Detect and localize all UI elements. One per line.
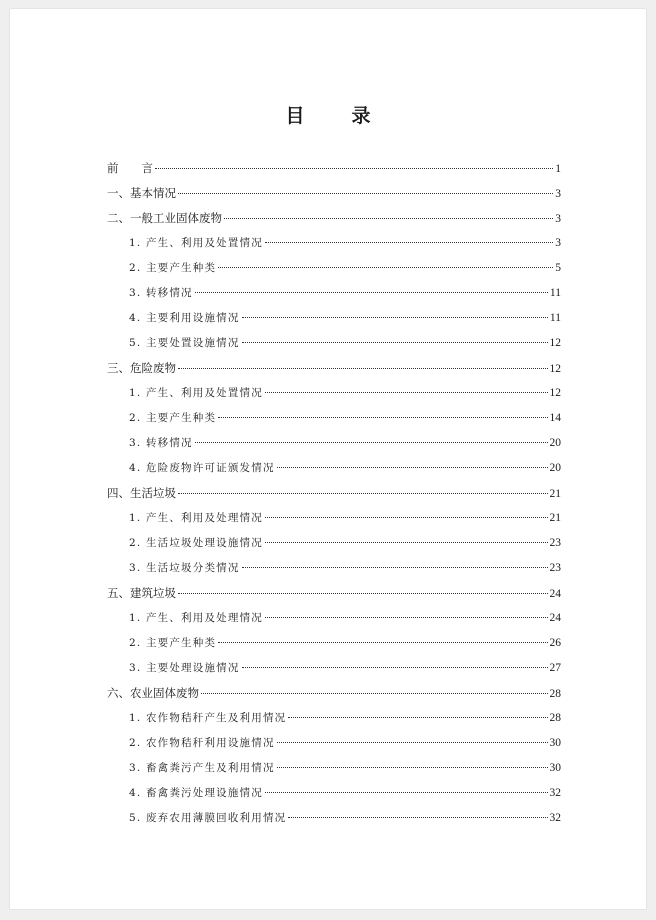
toc-entry-page: 11 (549, 312, 561, 324)
dot-leader (178, 368, 548, 369)
toc-entry-label: 1. 产生、利用及处理情况 (129, 612, 263, 624)
toc-entry-page: 1 (555, 163, 561, 175)
toc-entry-label: 二、一般工业固体废物 (107, 211, 222, 225)
dot-leader (265, 617, 548, 618)
toc-subentry[interactable] (107, 406, 561, 431)
toc-entry-page: 23 (549, 562, 561, 574)
toc-entry-label: 一、基本情况 (107, 186, 176, 200)
toc-entry[interactable] (107, 681, 561, 706)
toc-entry-page: 21 (549, 488, 561, 500)
toc-subentry[interactable] (107, 231, 561, 256)
toc-entry-page: 3 (555, 237, 561, 249)
toc-subentry[interactable] (107, 731, 561, 756)
toc-entry-page: 24 (549, 588, 561, 600)
dot-leader (277, 467, 548, 468)
toc-entry-label: 4. 危险废物许可证颁发情况 (129, 462, 275, 474)
toc-subentry[interactable] (107, 781, 561, 806)
dot-leader (277, 742, 548, 743)
dot-leader (218, 267, 553, 268)
dot-leader (178, 593, 548, 594)
toc-entry-page: 3 (555, 188, 561, 200)
toc-entry[interactable] (107, 156, 561, 181)
toc-entry-label: 3. 转移情况 (129, 437, 193, 449)
toc-subentry[interactable] (107, 756, 561, 781)
toc-entry-label: 4. 主要利用设施情况 (129, 312, 240, 324)
document-page (10, 9, 646, 909)
dot-leader (195, 442, 548, 443)
toc-entry-page: 32 (549, 787, 561, 799)
toc-entry-label: 4. 畜禽粪污处理设施情况 (129, 787, 263, 799)
toc-entry-label: 1. 产生、利用及处置情况 (129, 387, 263, 399)
dot-leader (265, 242, 553, 243)
toc-entry-page: 21 (549, 512, 561, 524)
dot-leader (242, 317, 548, 318)
dot-leader (224, 218, 553, 219)
toc-entry[interactable] (107, 356, 561, 381)
toc-entry-page: 30 (549, 737, 561, 749)
toc-entry-label: 3. 主要处理设施情况 (129, 662, 240, 674)
toc-entry-page: 20 (549, 462, 561, 474)
dot-leader (218, 642, 547, 643)
toc-entry-page: 14 (549, 412, 561, 424)
toc-entry-label: 2. 农作物秸秆利用设施情况 (129, 737, 275, 749)
dot-leader (265, 392, 548, 393)
toc-subentry[interactable] (107, 656, 561, 681)
dot-leader (265, 517, 548, 518)
toc-entry[interactable] (107, 206, 561, 231)
toc-entry-label: 六、农业固体废物 (107, 686, 199, 700)
toc-subentry[interactable] (107, 606, 561, 631)
toc-entry-label: 3. 生活垃圾分类情况 (129, 562, 240, 574)
toc-entry-label: 1. 农作物秸秆产生及利用情况 (129, 712, 287, 724)
toc-entry-label: 2. 生活垃圾处理设施情况 (129, 537, 263, 549)
toc-subentry[interactable] (107, 306, 561, 331)
toc-entry-label: 前 言 (107, 161, 153, 175)
toc-entry-label: 三、危险废物 (107, 361, 176, 375)
toc-entry-page: 20 (549, 437, 561, 449)
toc-entry-label: 3. 畜禽粪污产生及利用情况 (129, 762, 275, 774)
dot-leader (265, 542, 548, 543)
toc-entry-page: 27 (549, 662, 561, 674)
toc-entry-page: 32 (549, 812, 561, 824)
dot-leader (242, 667, 548, 668)
toc-subentry[interactable] (107, 706, 561, 731)
toc-entry-page: 24 (549, 612, 561, 624)
dot-leader (288, 717, 547, 718)
toc-entry-page: 28 (549, 688, 561, 700)
toc-subentry[interactable] (107, 431, 561, 456)
toc-entry-label: 2. 主要产生种类 (129, 637, 217, 649)
toc-entry-page: 5 (555, 262, 561, 274)
toc-subentry[interactable] (107, 531, 561, 556)
toc-subentry[interactable] (107, 281, 561, 306)
toc-entry-page: 12 (549, 387, 561, 399)
toc-entry-label: 3. 转移情况 (129, 287, 193, 299)
toc-entry-page: 11 (549, 287, 561, 299)
toc-entry-page: 30 (549, 762, 561, 774)
toc-entry-page: 28 (549, 712, 561, 724)
toc-entry[interactable] (107, 481, 561, 506)
dot-leader (155, 168, 553, 169)
toc-subentry[interactable] (107, 456, 561, 481)
dot-leader (265, 792, 548, 793)
toc-title: 目 录 (285, 105, 385, 127)
toc-entry-label: 5. 主要处置设施情况 (129, 337, 240, 349)
table-of-contents (107, 156, 561, 831)
toc-entry-page: 26 (549, 637, 561, 649)
toc-entry-label: 五、建筑垃圾 (107, 586, 176, 600)
toc-subentry[interactable] (107, 506, 561, 531)
dot-leader (178, 193, 553, 194)
toc-entry-label: 1. 产生、利用及处置情况 (129, 237, 263, 249)
toc-entry-label: 四、生活垃圾 (107, 486, 176, 500)
toc-subentry[interactable] (107, 331, 561, 356)
dot-leader (242, 342, 548, 343)
toc-subentry[interactable] (107, 381, 561, 406)
toc-entry-label: 2. 主要产生种类 (129, 412, 217, 424)
dot-leader (288, 817, 547, 818)
toc-entry-page: 12 (549, 363, 561, 375)
toc-subentry[interactable] (107, 556, 561, 581)
dot-leader (201, 693, 548, 694)
dot-leader (178, 493, 548, 494)
toc-entry-page: 23 (549, 537, 561, 549)
dot-leader (277, 767, 548, 768)
dot-leader (195, 292, 548, 293)
toc-entry-label: 2. 主要产生种类 (129, 262, 217, 274)
toc-subentry[interactable] (107, 806, 561, 831)
toc-entry-label: 5. 废弃农用薄膜回收利用情况 (129, 812, 287, 824)
toc-entry-page: 12 (549, 337, 561, 349)
toc-entry-page: 3 (555, 213, 561, 225)
toc-subentry[interactable] (107, 631, 561, 656)
dot-leader (218, 417, 547, 418)
dot-leader (242, 567, 548, 568)
toc-entry[interactable] (107, 181, 561, 206)
toc-entry[interactable] (107, 581, 561, 606)
toc-subentry[interactable] (107, 256, 561, 281)
toc-entry-label: 1. 产生、利用及处理情况 (129, 512, 263, 524)
